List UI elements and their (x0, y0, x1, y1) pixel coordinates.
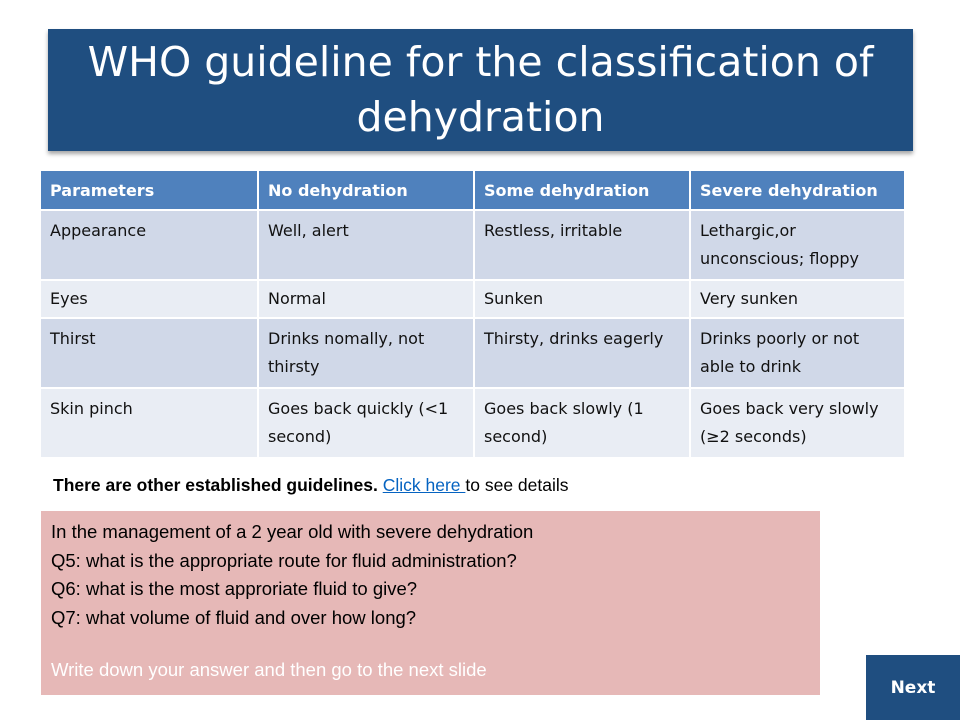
guidelines-prefix: There are other established guidelines. (53, 475, 378, 495)
table-cell: Lethargic,or unconscious; floppy (690, 210, 905, 280)
table-cell: Goes back very slowly (≥2 seconds) (690, 388, 905, 457)
answer-instruction: Write down your answer and then go to the next slide (51, 659, 487, 680)
question-q5: Q5: what is the appropriate route for fluid administration? (51, 549, 517, 571)
table-cell: Eyes (41, 280, 258, 318)
question-q7: Q7: what volume of fluid and over how long? (51, 606, 417, 628)
next-button[interactable]: Next (866, 655, 960, 720)
table-cell: Thirst (41, 318, 258, 388)
header-some-dehydration: Some dehydration (474, 171, 690, 210)
slide-title-banner (48, 29, 913, 151)
slide-title: WHO guideline for the classification of dehydration (87, 38, 874, 141)
table-cell: Thirsty, drinks eagerly (474, 318, 690, 388)
table-row-skin-pinch (41, 388, 905, 457)
other-guidelines-note (53, 475, 569, 496)
table-cell: Very sunken (690, 280, 905, 318)
table-header-row (41, 171, 905, 210)
table-cell: Normal (258, 280, 474, 318)
table-cell: Well, alert (258, 210, 474, 280)
table-cell: Goes back quickly (<1 second) (258, 388, 474, 457)
header-severe-dehydration: Severe dehydration (690, 171, 905, 210)
question-q6: Q6: what is the most approriate fluid to give? (51, 578, 418, 599)
table-cell: Goes back slowly (1 second) (474, 388, 690, 457)
question-intro: In the management of a 2 year old with severe dehydration (51, 521, 534, 542)
spacer (51, 632, 810, 656)
dehydration-classification-table (41, 171, 906, 457)
header-parameters: Parameters (41, 171, 258, 210)
table-cell: Appearance (41, 210, 258, 280)
header-no-dehydration: No dehydration (258, 171, 474, 210)
table-cell: Sunken (474, 280, 690, 318)
table-cell: Restless, irritable (474, 210, 690, 280)
table-row-appearance (41, 210, 905, 280)
table-row-thirst (41, 318, 905, 388)
question-panel (41, 511, 820, 695)
table-cell: Drinks nomally, not thirsty (258, 318, 474, 388)
guidelines-suffix: to see details (465, 475, 569, 495)
table-cell: Skin pinch (41, 388, 258, 457)
click-here-link[interactable]: Click here (382, 475, 466, 495)
table-row-eyes (41, 280, 905, 318)
table-cell: Drinks poorly or not able to drink (690, 318, 905, 388)
